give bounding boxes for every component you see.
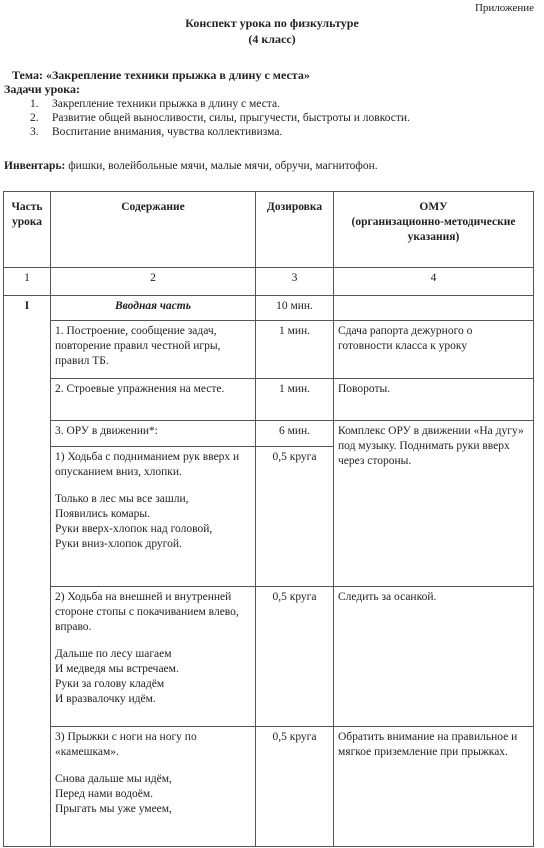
poem-line: И вразвалочку идём.: [55, 693, 156, 705]
inventory-label: Инвентарь:: [4, 160, 66, 172]
header-omu: [334, 192, 534, 268]
table-row: [4, 321, 534, 379]
poem-line: Снова дальше мы идём,: [55, 773, 172, 785]
row-content: 3. ОРУ в движении*:: [51, 421, 256, 447]
task-item: 1. Закрепление техники прыжка в длину с места.: [30, 98, 280, 110]
inventory-line: [4, 160, 378, 172]
table-row: [4, 421, 534, 447]
header-omu-sub: (организационно-методические указания): [351, 216, 516, 243]
task-item: 3. Воспитание внимания, чувства коллективизма.: [30, 126, 283, 138]
part-number: I: [4, 296, 51, 847]
column-number: 4: [334, 268, 534, 296]
column-number: 3: [256, 268, 334, 296]
row-content: 1. Построение, сообщение задач, повторение правил честной игры, правил ТБ.: [51, 321, 256, 379]
exercise-text: 1) Ходьба с подниманием рук вверх и опусканием вниз, хлопки.: [55, 451, 240, 478]
header-part: Часть урока: [4, 192, 51, 268]
header-content: Содержание: [51, 192, 256, 268]
row-dose: 1 мин.: [256, 321, 334, 379]
row-content: [51, 727, 256, 847]
poem-line: Появились комары.: [55, 508, 151, 520]
intro-dose: 10 мин.: [256, 296, 334, 321]
table-header-row: [4, 192, 534, 268]
tasks-list: [30, 97, 410, 139]
poem-line: Только в лес мы все зашли,: [55, 493, 189, 505]
poem-line: Прыгать мы уже умеем,: [55, 803, 172, 815]
poem-line: Руки за голову кладём: [55, 678, 165, 690]
row-dose: 0,5 круга: [256, 727, 334, 847]
row-omu: Обратить внимание на правильное и мягкое приземление при прыжках.: [334, 727, 534, 847]
header-omu-title: ОМУ: [419, 201, 448, 213]
lesson-table: [3, 191, 534, 847]
column-number-row: [4, 268, 534, 296]
row-dose: 6 мин.: [256, 421, 334, 447]
exercise-text: 3) Прыжки с ноги на ногу по «камешкам».: [55, 731, 197, 758]
page-title: Конспект урока по физкультуре: [185, 16, 359, 30]
poem: [55, 492, 251, 552]
task-item: 2. Развитие общей выносливости, силы, прыгучести, быстроты и ловкости.: [30, 112, 410, 124]
column-number: 2: [51, 268, 256, 296]
table-row: [4, 727, 534, 847]
inventory-text: фишки, волейбольные мячи, малые мячи, обручи, магнитофон.: [65, 160, 378, 172]
poem: [55, 772, 251, 817]
poem-line: Перед нами водоём.: [55, 788, 154, 800]
exercise-text: 2) Ходьба на внешней и внутренней стороне стопы с покачиванием влево, вправо.: [55, 591, 239, 633]
tasks-heading: Задачи урока:: [4, 82, 81, 96]
column-number: 1: [4, 268, 51, 296]
table-row: [4, 379, 534, 421]
row-dose: 0,5 круга: [256, 447, 334, 587]
appendix-label: Приложение: [474, 2, 534, 14]
poem-line: И медведя мы встречаем.: [55, 663, 179, 675]
poem: [55, 647, 251, 707]
row-dose: 0,5 круга: [256, 587, 334, 727]
row-omu: Комплекс ОРУ в движении «На дугу» под музыку. Поднимать руки вверх через стороны.: [334, 421, 534, 587]
row-content: [51, 447, 256, 587]
header-dose: Дозировка: [256, 192, 334, 268]
poem-line: Руки вверх-хлопок над головой,: [55, 523, 213, 535]
row-omu: Повороты.: [334, 379, 534, 421]
row-content: [51, 587, 256, 727]
row-omu: Сдача рапорта дежурного о готовности класса к уроку: [334, 321, 534, 379]
poem-line: Руки вниз-хлопок другой.: [55, 538, 182, 550]
intro-omu: [334, 296, 534, 321]
row-omu: Следить за осанкой.: [334, 587, 534, 727]
table-row: [4, 587, 534, 727]
row-content: 2. Строевые упражнения на месте.: [51, 379, 256, 421]
table-row: [4, 296, 534, 321]
grade-label: (4 класс): [248, 32, 296, 46]
lesson-topic: Тема: «Закрепление техники прыжка в длину с места»: [12, 68, 310, 82]
poem-line: Дальше по лесу шагаем: [55, 648, 172, 660]
intro-label: Вводная часть: [51, 296, 256, 321]
row-dose: 1 мин.: [256, 379, 334, 421]
